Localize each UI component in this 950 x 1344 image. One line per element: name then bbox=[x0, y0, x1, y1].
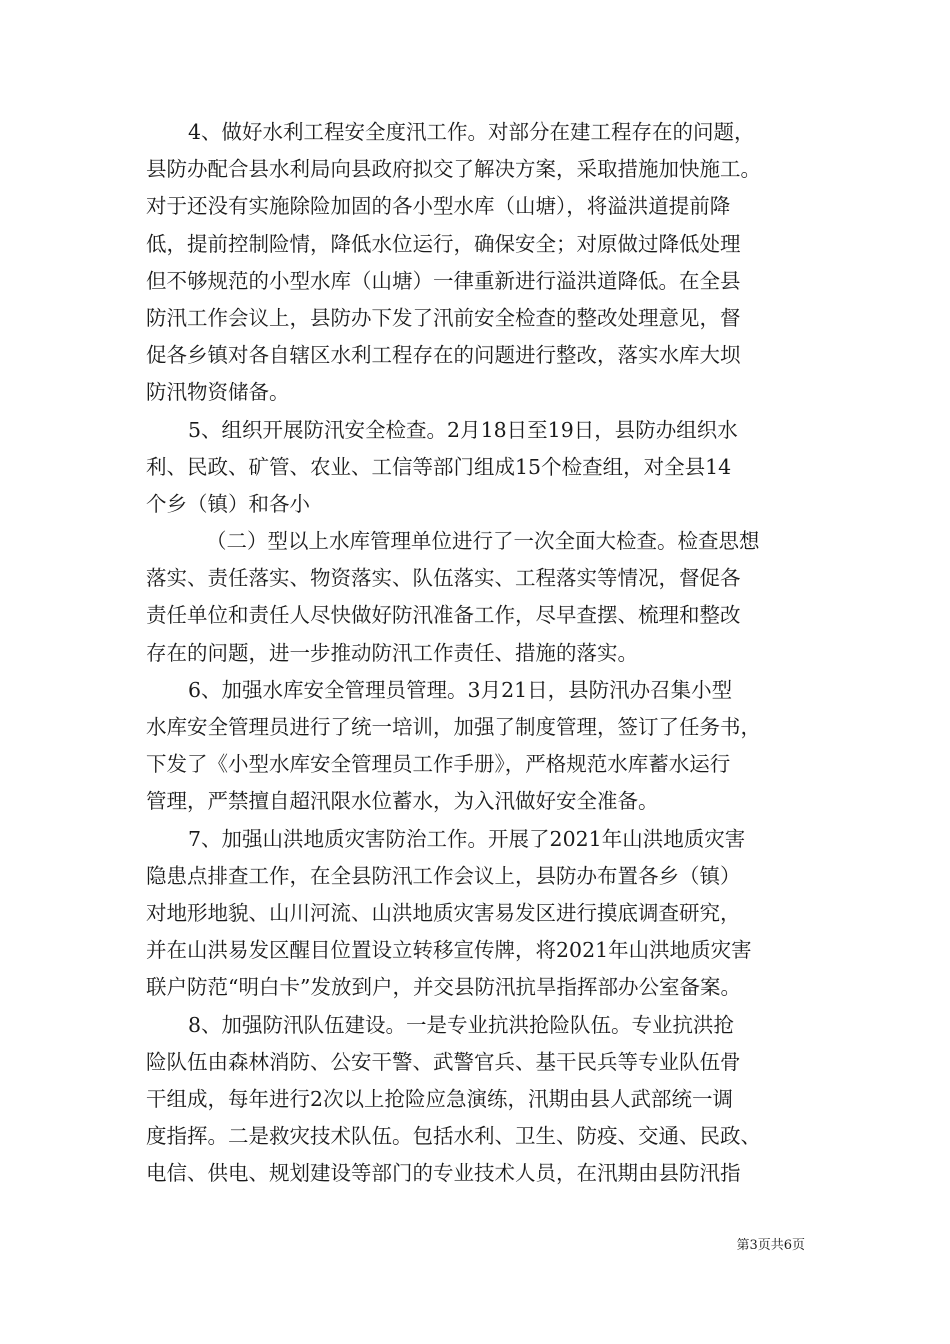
text-line: 责任单位和责任人尽快做好防汛准备工作，尽早查摆、梳理和整改 bbox=[146, 603, 741, 628]
text-line: 水库安全管理员进行了统一培训，加强了制度管理，签订了任务书， bbox=[146, 715, 761, 739]
text-line: 对于还没有实施除险加固的各小型水库（山塘），将溢洪道提前降 bbox=[146, 194, 731, 219]
text-line: 6、加强水库安全管理员管理。3月21日，县防汛办召集小型 bbox=[188, 677, 733, 702]
text-line: 对地形地貌、山川河流、山洪地质灾害易发区进行摸底调查研究， bbox=[146, 900, 741, 925]
text-line: 干组成，每年进行2次以上抢险应急演练，汛期由县人武部统一调 bbox=[146, 1086, 734, 1111]
text-line: 促各乡镇对各自辖区水利工程存在的问题进行整改，落实水库大坝 bbox=[146, 343, 741, 368]
text-line: 4、做好水利工程安全度汛工作。对部分在建工程存在的问题， bbox=[188, 120, 755, 144]
text-line: 并在山洪易发区醒目位置设立转移宣传牌，将2021年山洪地质灾害 bbox=[146, 938, 752, 963]
text-line: （二）型以上水库管理单位进行了一次全面大检查。检查思想 bbox=[206, 529, 760, 554]
text-line: 5、组织开展防汛安全检查。2月18日至19日，县防办组织水 bbox=[188, 417, 738, 442]
text-line: 个乡（镇）和各小 bbox=[146, 491, 310, 516]
text-line: 利、民政、矿管、农业、工信等部门组成15个检查组，对全县14 bbox=[146, 454, 732, 479]
text-line: 防汛工作会议上，县防办下发了汛前安全检查的整改处理意见，督 bbox=[146, 305, 741, 330]
text-line: 隐患点排查工作，在全县防汛工作会议上，县防办布置各乡（镇） bbox=[146, 863, 741, 888]
text-line: 但不够规范的小型水库（山塘）一律重新进行溢洪道降低。在全县 bbox=[146, 268, 741, 293]
text-line: 落实、责任落实、物资落实、队伍落实、工程落实等情况，督促各 bbox=[146, 566, 741, 591]
document-body bbox=[146, 114, 810, 1192]
text-line: 存在的问题，进一步推动防汛工作责任、措施的落实。 bbox=[146, 640, 638, 665]
text-line: 管理，严禁擅自超汛限水位蓄水，为入汛做好安全准备。 bbox=[146, 789, 659, 814]
text-line: 县防办配合县水利局向县政府拟交了解决方案，采取措施加快施工。 bbox=[146, 157, 761, 182]
text-line: 低，提前控制险情，降低水位运行，确保安全；对原做过降低处理 bbox=[146, 231, 741, 256]
text-line: 防汛物资储备。 bbox=[146, 380, 290, 405]
text-line: 电信、供电、规划建设等部门的专业技术人员，在汛期由县防汛指 bbox=[146, 1161, 741, 1186]
text-line: 8、加强防汛队伍建设。一是专业抗洪抢险队伍。专业抗洪抢 bbox=[188, 1012, 735, 1037]
text-line: 7、加强山洪地质灾害防治工作。开展了2021年山洪地质灾害 bbox=[188, 826, 746, 851]
text-line: 度指挥。二是救灾技术队伍。包括水利、卫生、防疫、交通、民政、 bbox=[146, 1124, 761, 1149]
text-line: 下发了《小型水库安全管理员工作手册》，严格规范水库蓄水运行 bbox=[146, 752, 731, 777]
page-number-footer: 第3页共6页 bbox=[736, 1238, 805, 1253]
text-line: 险队伍由森林消防、公安干警、武警官兵、基干民兵等专业队伍骨 bbox=[146, 1049, 741, 1074]
text-line: 联户防范“明白卡”发放到户，并交县防汛抗旱指挥部办公室备案。 bbox=[146, 975, 741, 1000]
